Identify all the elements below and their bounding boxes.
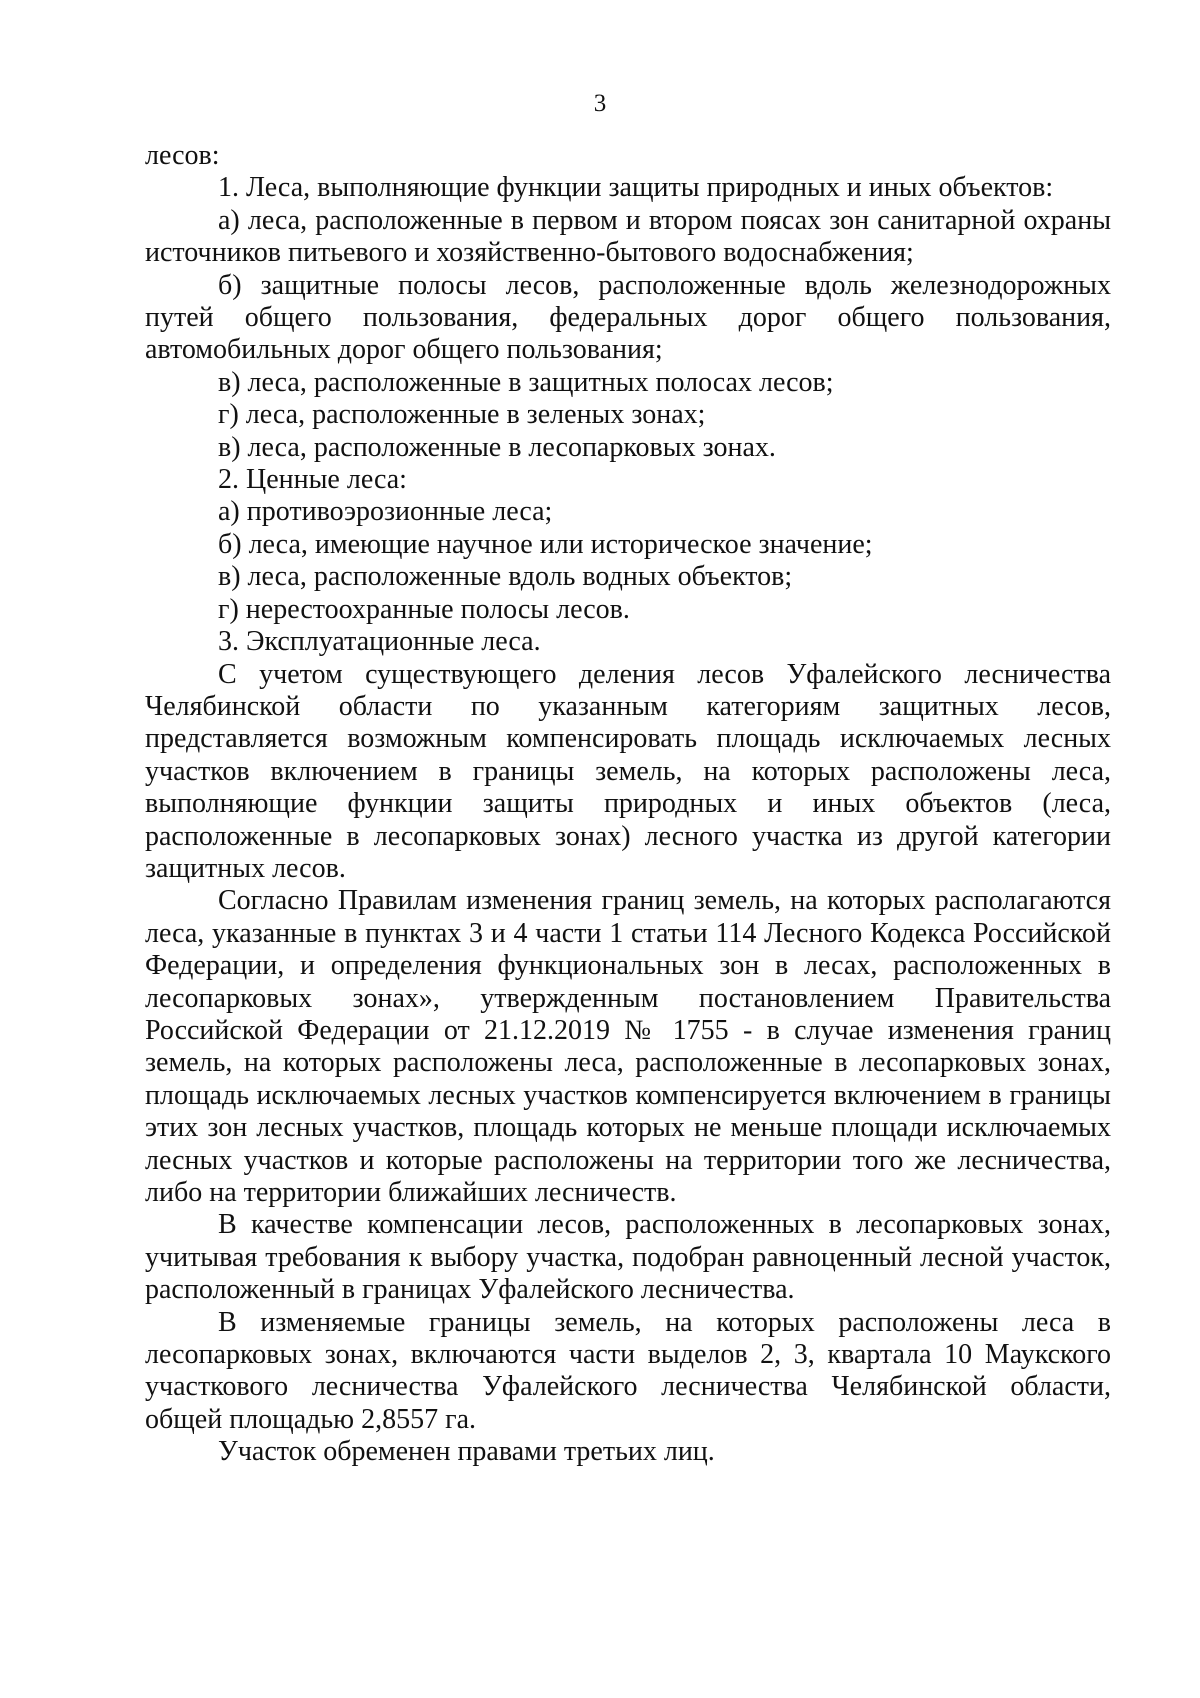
paragraph-continuation: лесов: — [145, 140, 220, 171]
paragraph-included-parcels: В изменяемые границы земель, на которых расположены леса в лесопарковых зонах, включаются части выделов 2, 3, квартала 10 Маукского участкового лесничества Уфалейского лесничества Челябинской области, общей площадью 2,8557 га. — [145, 1306, 1111, 1435]
paragraph-compensation-possibility: С учетом существующего деления лесов Уфалейского лесничества Челябинской области по указанным категориям защитных лесов, представляется возможным компенсировать площадь исключаемых лесных участков включением в границы земель, на которых расположены леса, выполняющие функции защиты природных и иных объектов (леса, расположенные в лесопарковых зонах) лесного участка из другой категории защитных лесов. — [145, 658, 1111, 884]
paragraph-item-2a: а) противоэрозионные леса; — [218, 496, 553, 528]
paragraph-item-3: 3. Эксплуатационные леса. — [218, 626, 541, 658]
document-body — [145, 140, 1111, 1469]
paragraph-item-2v: в) леса, расположенные вдоль водных объектов; — [218, 561, 793, 593]
paragraph-rules-reference: Согласно Правилам изменения границ земель, на которых располагаются леса, указанные в пунктах 3 и 4 части 1 статьи 114 Лесного Кодекса Российской Федерации, и определения функциональных зон в лесах, расположенных в лесопарковых зонах», утвержденным постановлением Правительства Российской Федерации от 21.12.2019 № 1755 - в случае изменения границ земель, на которых расположены леса, расположенные в лесопарковых зонах, площадь исключаемых лесных участков компенсируется включением в границы этих зон лесных участков, площадь которых не меньше площади исключаемых лесных участков и которые расположены на территории того же лесничества, либо на территории ближайших лесничеств. — [145, 885, 1111, 1208]
paragraph-item-1v2: в) леса, расположенные в лесопарковых зонах. — [218, 431, 776, 463]
page-number: 3 — [593, 90, 607, 117]
paragraph-compensation-choice: В качестве компенсации лесов, расположенных в лесопарковых зонах, учитывая требования к выбору участка, подобран равноценный лесной участок, расположенный в границах Уфалейского лесничества. — [145, 1209, 1111, 1306]
paragraph-item-1a: а) леса, расположенные в первом и втором поясах зон санитарной охраны источников питьевого и хозяйственно-бытового водоснабжения; — [145, 204, 1111, 269]
paragraph-item-2b: б) леса, имеющие научное или историческое значение; — [218, 528, 873, 560]
paragraph-item-2: 2. Ценные леса: — [218, 464, 407, 496]
paragraph-item-1: 1. Леса, выполняющие функции защиты природных и иных объектов: — [218, 172, 1054, 204]
paragraph-item-1v: в) леса, расположенные в защитных полосах лесов; — [218, 366, 834, 398]
paragraph-item-2g: г) нерестоохранные полосы лесов. — [218, 593, 630, 625]
paragraph-encumbrance: Участок обременен правами третьих лиц. — [218, 1436, 715, 1468]
paragraph-item-1b: б) защитные полосы лесов, расположенные вдоль железнодорожных путей общего пользования, федеральных дорог общего пользования, автомобильных дорог общего пользования; — [145, 269, 1111, 366]
paragraph-item-1g: г) леса, расположенные в зеленых зонах; — [218, 399, 706, 431]
